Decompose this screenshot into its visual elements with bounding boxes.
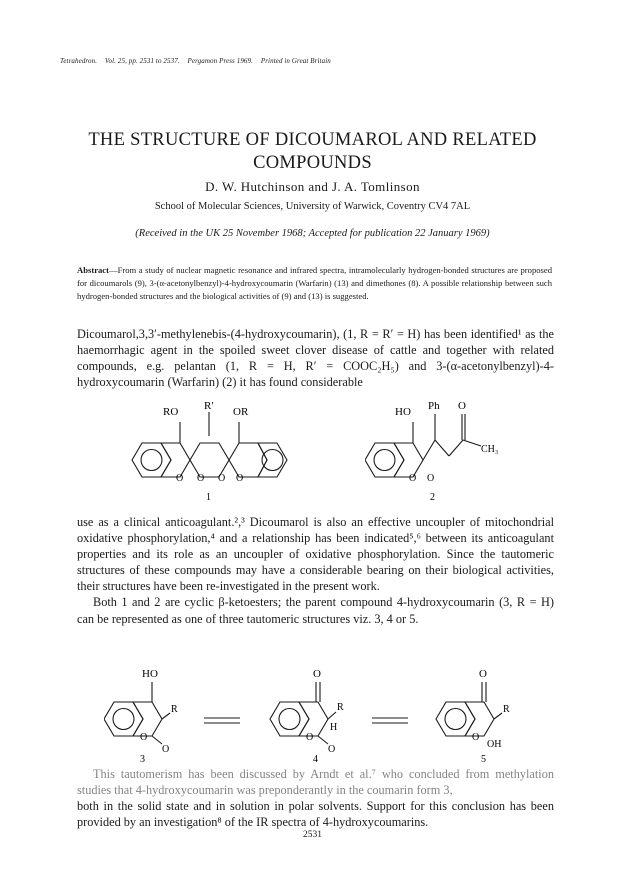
fig3-s3-number: 3: [140, 754, 145, 765]
journal-publisher: Pergamon Press 1969.: [187, 57, 253, 65]
fig3-s3-o1: O: [140, 732, 148, 743]
paragraph-1: [77, 326, 554, 390]
fig1-label-r-prime: R′: [204, 400, 214, 412]
tautomer-figure: [104, 660, 564, 765]
paragraph-1-text: Dicoumarol,3,3′-methylenebis-(4-hydroxycoumarin), (1, R = R′ = H) has been identified¹ as the haemorrhagic agent in the spoiled sweet clover disease of cattle and together with related compounds, e.g. pelantan (1, R = H, R′ = COOC₂H₅) and 3-(α-acetonylbenzyl)-4-hydroxycoumarin (Warfarin) (2) it has found considerable: [77, 327, 554, 390]
journal-volume: Vol. 25, pp. 2531 to 2537.: [104, 57, 180, 65]
fig3-s3-ho: HO: [142, 668, 158, 680]
abstract-label: Abstract: [77, 265, 109, 275]
page-number: 2531: [303, 830, 322, 840]
fig3-s4-r: R: [337, 702, 344, 713]
affiliation: School of Molecular Sciences, University of Warwick, Coventry CV4 7AL: [154, 201, 471, 212]
fig1-label-o1: O: [176, 473, 184, 484]
fig3-s3-o2: O: [162, 744, 170, 755]
fig3-s5-r: R: [503, 704, 510, 715]
received-dates: (Received in the UK 25 November 1968; Accepted for publication 22 January 1969): [135, 228, 490, 239]
fig1-label-o4: O: [236, 473, 244, 484]
paragraph-2: [77, 514, 554, 627]
fig1-label-ro: RO: [163, 406, 179, 418]
fig2-label-ch3: CH₃: [481, 444, 499, 455]
fig2-label-o1: O: [409, 473, 417, 484]
fig1-label-o3: O: [218, 473, 226, 484]
fig3-s4-number: 4: [313, 754, 318, 765]
fig3-s5-oh: OH: [487, 739, 502, 750]
paragraph-4a-text: This tautomerism has been discussed by Arndt et al.⁷ who concluded from methylation studies that 4-hydroxycoumarin was preponderantly in the coumarin form 3,: [77, 767, 554, 798]
fig2-label-ph: Ph: [428, 400, 440, 412]
fig1-number: 1: [206, 492, 211, 502]
paragraph-4: [77, 766, 554, 830]
running-header: [60, 57, 337, 65]
fig3-s5-o1: O: [472, 732, 480, 743]
fig3-s5-number: 5: [481, 754, 486, 765]
fig1-label-or: OR: [233, 406, 249, 418]
paper-title-line2: COMPOUNDS: [253, 153, 372, 173]
fig3-s4-o-top: O: [313, 668, 321, 680]
abstract: [77, 264, 552, 303]
structure-1-figure: [105, 384, 305, 502]
fig1-label-o2: O: [197, 473, 205, 484]
fig2-label-o-top: O: [458, 400, 466, 412]
fig2-label-o2: O: [427, 473, 435, 484]
fig3-s4-h: H: [330, 722, 338, 733]
fig2-number: 2: [430, 492, 435, 502]
journal-name: Tetrahedron.: [60, 57, 98, 65]
paragraph-2-text: use as a clinical anticoagulant.²,³ Dicoumarol is also an effective uncoupler of mitochondrial oxidative phosphorylation,⁴ and a relationship has been indicated⁵,⁶ between its anticoagulant properties and its role as an uncoupler of oxidative phosphorylation. Since the tautomeric structures of these compounds may have a considerable bearing on their biological activities, their structures have been re-investigated in the present work.: [77, 515, 554, 594]
fig3-s4-o2: O: [328, 744, 336, 755]
fig3-s5-o-top: O: [479, 668, 487, 680]
fig3-s4-o1: O: [306, 732, 314, 743]
abstract-text: —From a study of nuclear magnetic resonance and infrared spectra, intramolecularly hydrogen-bonded structures are proposed for dicoumarols (9), 3-(α-acetonylbenzyl)-4-hydroxycoumarin (Warfarin) (13) and dimethones (8). A possible relationship between such hydrogen-bonded structures and the biological activities of (9) and (13) is suggested.: [77, 265, 552, 301]
fig2-label-ho: HO: [395, 406, 411, 418]
journal-printed: Printed in Great Britain: [260, 57, 331, 65]
authors: D. W. Hutchinson and J. A. Tomlinson: [205, 179, 420, 194]
structure-2-figure: [365, 384, 525, 502]
fig3-s3-r: R: [171, 704, 178, 715]
paragraph-3-text: Both 1 and 2 are cyclic β-ketoesters; the parent compound 4-hydroxycoumarin (3, R = H) can be represented as one of three tautomeric structures viz. 3, 4 or 5.: [77, 595, 554, 626]
paper-title-line1: THE STRUCTURE OF DICOUMAROL AND RELATED: [88, 130, 537, 150]
paragraph-4b-text: both in the solid state and in solution in polar solvents. Support for this conclusion has been provided by an investigation⁸ of the IR spectra of 4-hydroxycoumarins.: [77, 799, 554, 830]
